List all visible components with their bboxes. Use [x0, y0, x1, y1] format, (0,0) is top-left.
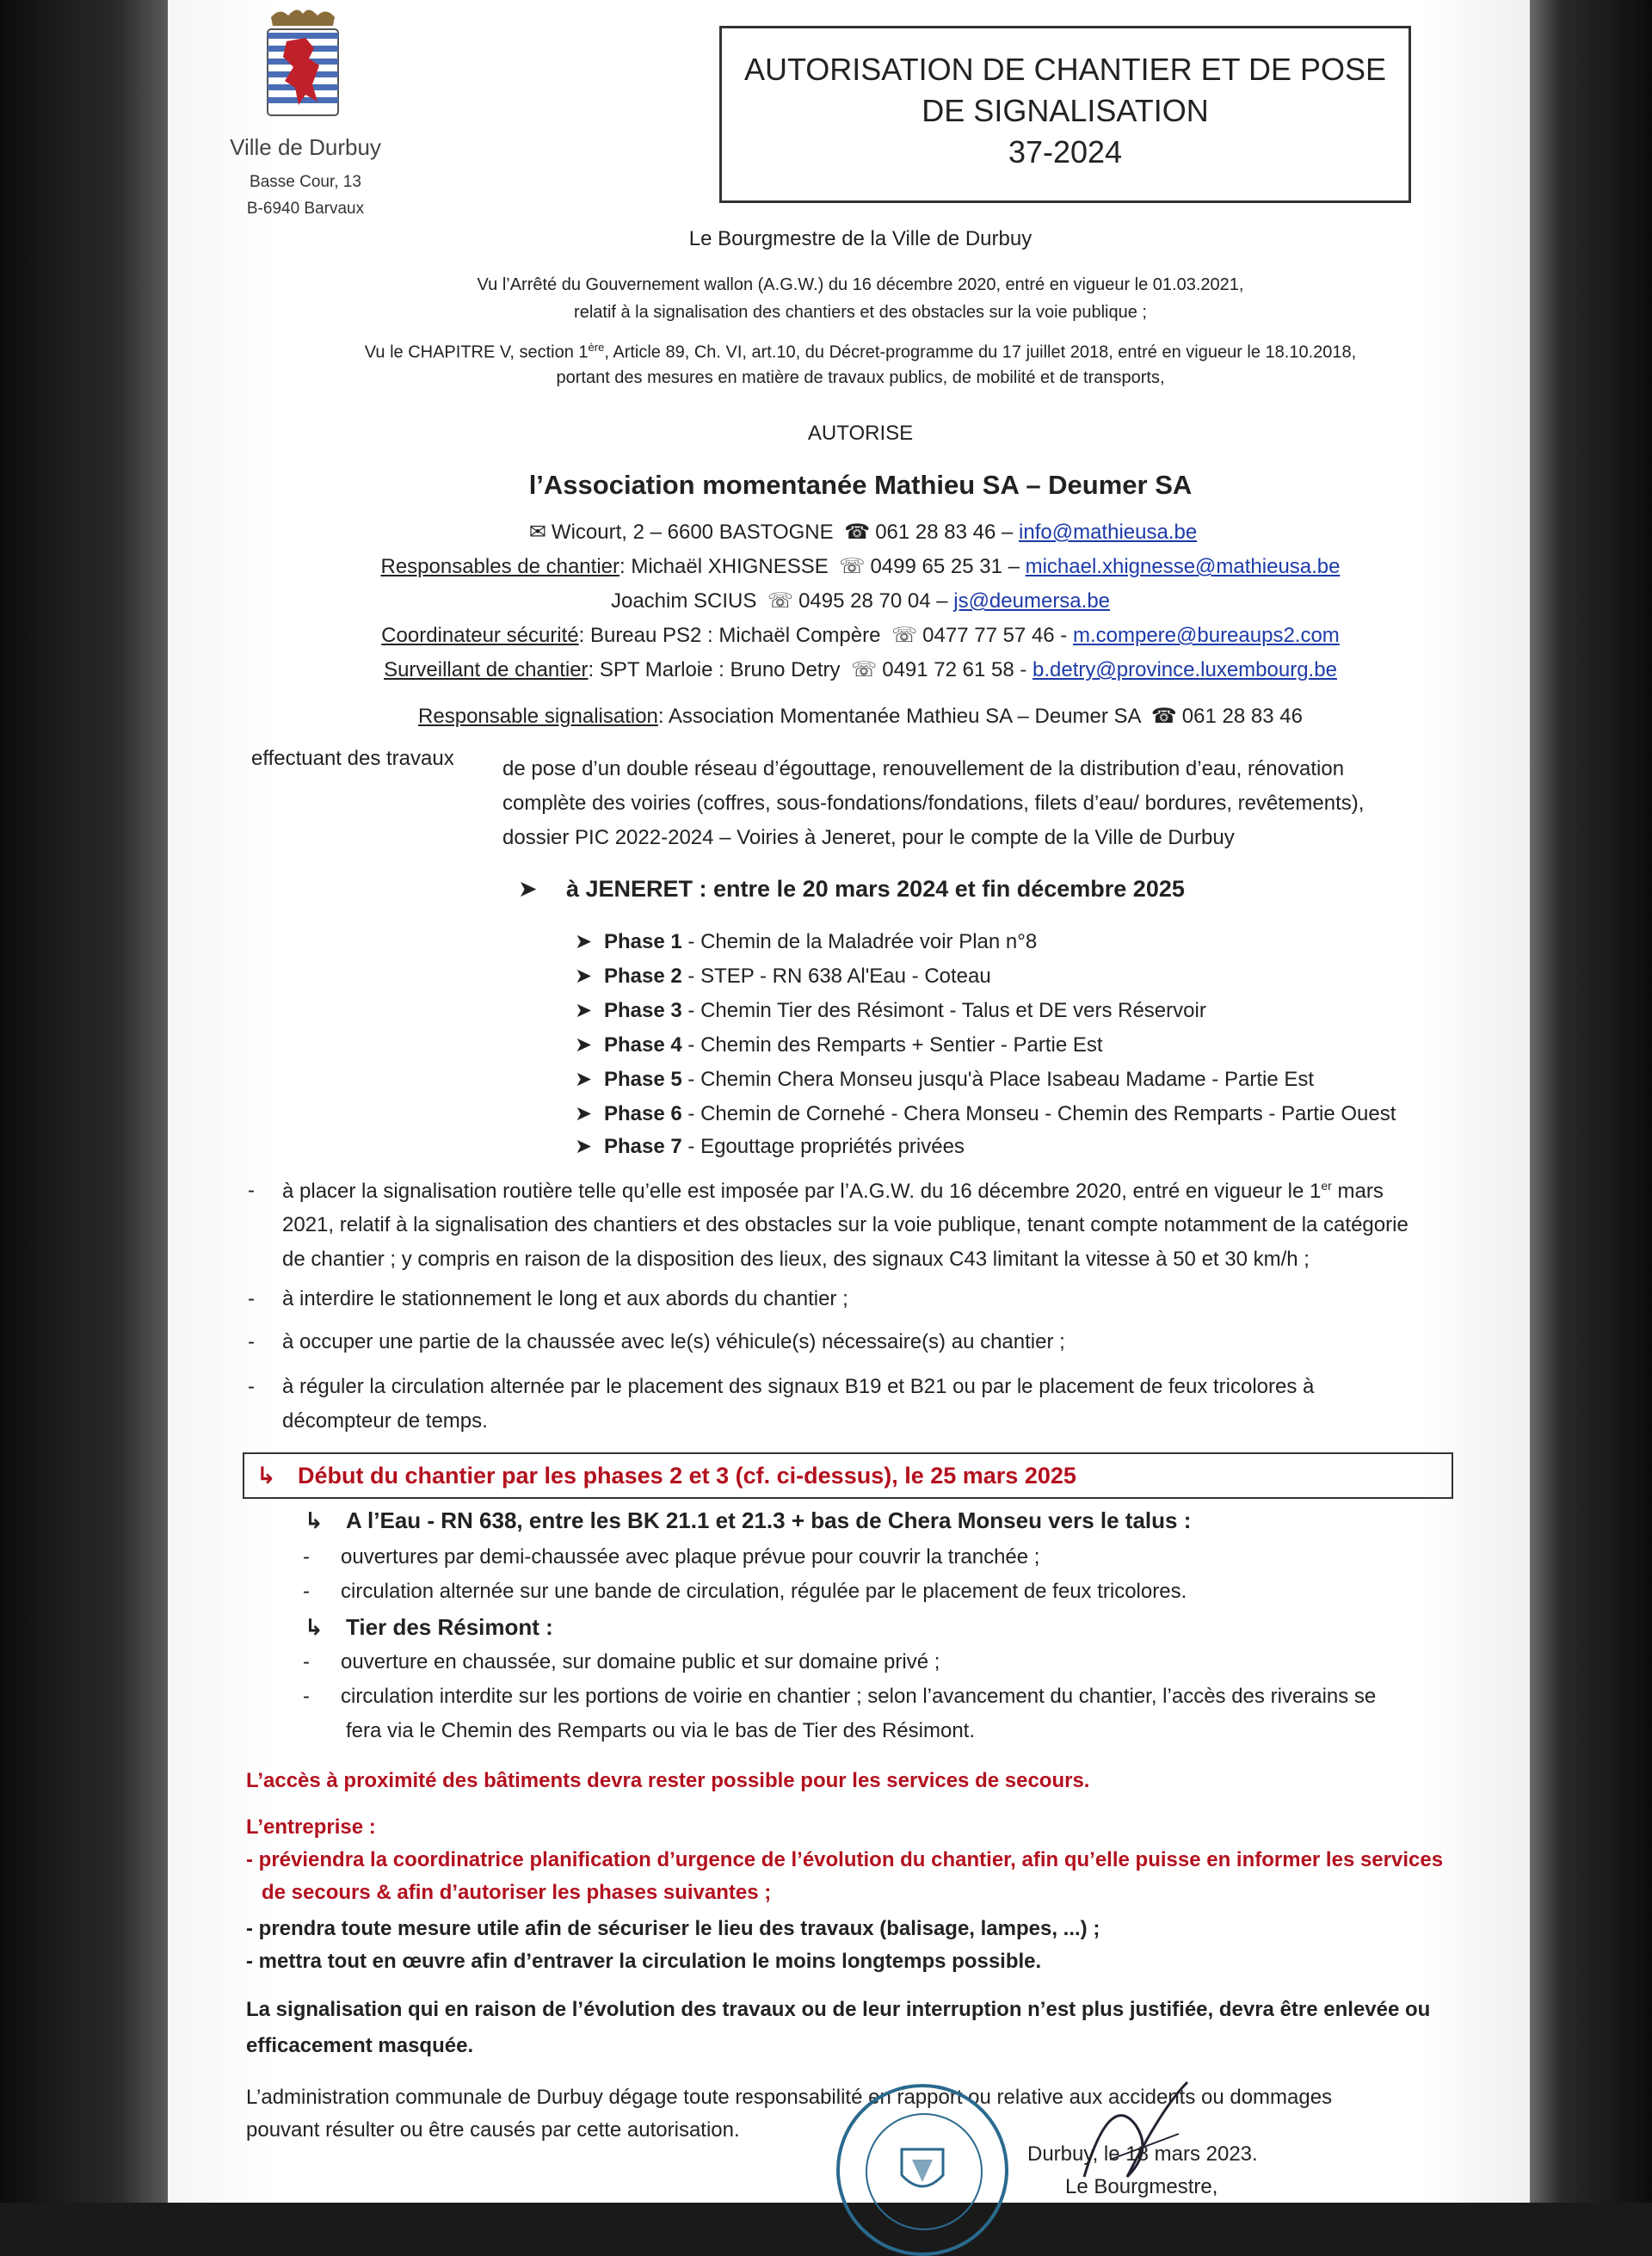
phase-label: Phase 3: [604, 999, 682, 1022]
phase-text: - Egouttage propriétés privées: [681, 1135, 965, 1158]
company-contact: [344, 520, 1377, 545]
arrowhead-bullet-icon: ➤: [518, 876, 538, 902]
coat-of-arms-icon: [261, 5, 345, 126]
phase-label: Phase 7: [604, 1135, 682, 1158]
title-box: [719, 26, 1411, 203]
turn-arrow-icon: ↳: [305, 1614, 324, 1640]
mobile-phone-icon: ☏: [767, 589, 794, 613]
sub2-bullet-1: [303, 1650, 940, 1674]
surveillant-row: [344, 657, 1377, 682]
dash-bullet-icon: -: [303, 1650, 310, 1674]
location-line: [518, 876, 1185, 903]
arrowhead-bullet-icon: ➤: [575, 930, 593, 953]
clause-1-text-b: mars: [1331, 1180, 1384, 1203]
obligation-3: - mettra tout en œuvre afin d’entraver la circulation le moins longtemps possible.: [246, 1950, 1042, 1973]
vu1-line-1: Vu l’Arrêté du Gouvernement wallon (A.G.W.) du 16 décembre 2020, entré en vigueur le 01.03.2021,: [477, 275, 1244, 294]
company-email-link[interactable]: info@mathieusa.be: [1019, 521, 1198, 544]
surveillant-label: Surveillant de chantier: [384, 658, 589, 681]
coordinator-label: Coordinateur sécurité: [381, 624, 579, 647]
town-name: Ville de Durbuy: [230, 134, 381, 160]
works-line-2: complète des voiries (coffres, sous-fondations/fondations, filets d’eau/ bordures, revêtements),: [502, 792, 1365, 815]
signatory-title: Le Bourgmestre,: [1065, 2175, 1218, 2198]
signal-removal-line-2: efficacement masquée.: [246, 2034, 474, 2057]
address-line-2: B-6940 Barvaux: [246, 200, 365, 218]
resp-chantier-row-1: [344, 554, 1377, 579]
phase-label: Phase 5: [604, 1068, 682, 1091]
liability-line-1: L’administration communale de Durbuy dégage toute responsabilité en rapport ou relative aux accidents ou dommages: [246, 2086, 1333, 2109]
phase-label: Phase 1: [604, 930, 682, 953]
clause-2: à interdire le stationnement le long et aux abords du chantier ;: [282, 1287, 848, 1310]
phase-text: - Chemin Tier des Résimont - Talus et DE vers Réservoir: [681, 999, 1206, 1022]
signature-date: Durbuy, le 18 mars 2023.: [1027, 2142, 1258, 2166]
liability-line-2: pouvant résulter ou être causés par cette autorisation.: [246, 2118, 740, 2142]
resp1-phone: 0499 65 25 31 –: [870, 555, 1020, 578]
arrowhead-bullet-icon: ➤: [575, 1068, 593, 1091]
sub1-title: [305, 1507, 1191, 1534]
start-box-text: [256, 1463, 1076, 1489]
sub2-title-text: Tier des Résimont :: [346, 1614, 553, 1640]
signalisation-name: : Association Momentanée Mathieu SA – Deumer SA: [657, 705, 1141, 728]
telephone-icon: ☎: [1150, 705, 1177, 728]
mobile-phone-icon: ☏: [839, 555, 866, 578]
clause-dash-icon: -: [248, 1287, 255, 1310]
autorise-heading: AUTORISE: [807, 422, 914, 445]
dash-bullet-icon: -: [303, 1545, 310, 1569]
arrowhead-bullet-icon: ➤: [575, 1135, 593, 1158]
arrowhead-bullet-icon: ➤: [575, 999, 593, 1022]
start-text: Début du chantier par les phases 2 et 3 (cf. ci-dessus), le 25 mars 2025: [298, 1463, 1076, 1489]
coordinator-email-link[interactable]: m.compere@bureaups2.com: [1072, 624, 1340, 647]
phase-item: [575, 998, 1206, 1023]
envelope-icon: ✉: [528, 521, 546, 544]
municipal-seal-stamp: [836, 2084, 1008, 2256]
seal-emblem-icon: [893, 2141, 952, 2199]
sub1-title-text: A l’Eau - RN 638, entre les BK 21.1 et 21.3 + bas de Chera Monseu vers le talus :: [346, 1507, 1192, 1533]
phase-item: [575, 929, 1037, 954]
arrowhead-bullet-icon: ➤: [575, 1033, 593, 1057]
sub1-bullet-2: [303, 1580, 1187, 1604]
vu2-text-b: , Article 89, Ch. VI, art.10, du Décret-programme du 17 juillet 2018, entré en vigueur le 18.10.2018,: [604, 342, 1357, 362]
works-line-1: de pose d’un double réseau d’égouttage, renouvellement de la distribution d’eau, rénovation: [502, 757, 1345, 780]
resp2-email-link[interactable]: js@deumersa.be: [953, 589, 1111, 613]
sub2-title: [305, 1614, 553, 1641]
mobile-phone-icon: ☏: [891, 624, 918, 647]
address-line-1: Basse Cour, 13: [250, 173, 361, 191]
sub1-bullet-1-text: ouvertures par demi-chaussée avec plaque prévue pour couvrir la tranchée ;: [341, 1545, 1040, 1569]
surveillant-email-link[interactable]: b.detry@province.luxembourg.be: [1032, 658, 1337, 681]
phase-text: - Chemin de Cornehé - Chera Monseu - Chemin des Remparts - Partie Ouest: [681, 1102, 1396, 1125]
turn-arrow-icon: ↳: [256, 1463, 276, 1489]
town-address: [206, 169, 404, 222]
works-label: effectuant des travaux: [251, 747, 454, 770]
resp1-name: : Michaël XHIGNESSE: [620, 555, 829, 578]
access-notice: L’accès à proximité des bâtiments devra rester possible pour les services de secours.: [246, 1769, 1090, 1792]
phase-item: [575, 1101, 1396, 1126]
company-phone: 061 28 83 46 –: [875, 521, 1014, 544]
vu2-line-2: portant des mesures en matière de travaux publics, de mobilité et de transports,: [556, 368, 1165, 387]
arrowhead-bullet-icon: ➤: [575, 965, 593, 988]
device-bezel-left: [0, 0, 168, 2203]
surveillant-name: : SPT Marloie : Bruno Detry: [588, 658, 841, 681]
authorization-number: 37-2024: [1008, 134, 1123, 170]
vu2-line-1: [344, 341, 1377, 363]
phase-item: [575, 1032, 1103, 1057]
telephone-icon: ☎: [844, 521, 871, 544]
mobile-phone-icon: ☏: [851, 658, 878, 681]
vu2-sup: ère: [588, 341, 605, 354]
sub2-bullet-2-text: circulation interdite sur les portions de voirie en chantier ; selon l’avancement du chantier, l’accès des riverains se: [341, 1685, 1377, 1708]
clause-4-line-1: à réguler la circulation alternée par le placement des signaux B19 et B21 ou par le placement de feux tricolores à: [282, 1375, 1315, 1398]
entreprise-heading: L’entreprise :: [246, 1815, 376, 1839]
phase-item: [575, 1134, 965, 1159]
company-address: Wicourt, 2 – 6600 BASTOGNE: [551, 521, 834, 544]
clause-dash-icon: -: [248, 1330, 255, 1353]
sub1-bullet-2-text: circulation alternée sur une bande de circulation, régulée par le placement de feux tricolores.: [341, 1580, 1187, 1603]
sub2-bullet-1-text: ouverture en chaussée, sur domaine public et sur domaine privé ;: [341, 1650, 940, 1674]
clause-4-line-2: décompteur de temps.: [282, 1409, 488, 1433]
clause-1-line-1: [282, 1179, 1384, 1204]
clause-1-line-3: de chantier ; y compris en raison de la disposition des lieux, des signaux C43 limitant la vitesse à 50 et 30 km/h ;: [282, 1248, 1310, 1271]
sub1-bullet-1: [303, 1545, 1039, 1569]
sub2-bullet-2-line-2: fera via le Chemin des Remparts ou via le bas de Tier des Résimont.: [346, 1719, 976, 1742]
coordinator-row: [344, 623, 1377, 648]
clause-3: à occuper une partie de la chaussée avec le(s) véhicule(s) nécessaire(s) au chantier ;: [282, 1330, 1065, 1353]
arrowhead-bullet-icon: ➤: [575, 1102, 593, 1125]
phase-text: - STEP - RN 638 Al'Eau - Coteau: [681, 965, 991, 988]
issuer: Le Bourgmestre de la Ville de Durbuy: [688, 227, 1032, 250]
clause-dash-icon: -: [248, 1375, 255, 1398]
phase-text: - Chemin de la Maladrée voir Plan n°8: [681, 930, 1038, 953]
company-name: l’Association momentanée Mathieu SA – Deumer SA: [528, 470, 1193, 500]
signal-removal-line-1: La signalisation qui en raison de l’évolution des travaux ou de leur interruption n’est plus justifiée, devra être enlevée ou: [246, 1998, 1431, 2021]
works-line-3: dossier PIC 2022-2024 – Voiries à Jeneret, pour le compte de la Ville de Durbuy: [502, 826, 1235, 849]
phase-text: - Chemin des Remparts + Sentier - Partie Est: [681, 1033, 1103, 1057]
clause-dash-icon: -: [248, 1179, 255, 1202]
resp1-email-link[interactable]: michael.xhignesse@mathieusa.be: [1025, 555, 1341, 578]
title-line-2: DE SIGNALISATION: [922, 93, 1209, 128]
signalisation-phone: 061 28 83 46: [1181, 705, 1303, 728]
location-text: à JENERET : entre le 20 mars 2024 et fin décembre 2025: [566, 876, 1185, 902]
obligation-2: - prendra toute mesure utile afin de sécuriser le lieu des travaux (balisage, lampes, ...) ;: [246, 1917, 1100, 1940]
obligation-1-line-2: de secours & afin d’autoriser les phases suivantes ;: [262, 1881, 772, 1904]
resp2-phone: 0495 28 70 04 –: [798, 589, 948, 613]
signalisation-row: [344, 704, 1377, 729]
dash-bullet-icon: -: [303, 1580, 310, 1603]
title-line-1: AUTORISATION DE CHANTIER ET DE POSE: [743, 52, 1387, 87]
resp2-name: Joachim SCIUS: [610, 589, 757, 613]
phase-label: Phase 2: [604, 965, 682, 988]
turn-arrow-icon: ↳: [305, 1507, 324, 1533]
resp-chantier-row-2: [344, 589, 1377, 613]
clause-1-text-a: à placer la signalisation routière telle qu’elle est imposée par l’A.G.W. du 16 décembre 2020, entré en vigueur le 1: [282, 1180, 1322, 1203]
clause-1-line-2: 2021, relatif à la signalisation des chantiers et des obstacles sur la voie publique, tenant compte notamment de la catégorie: [282, 1213, 1409, 1236]
vu2-text-a: Vu le CHAPITRE V, section 1: [364, 342, 589, 362]
signalisation-label: Responsable signalisation: [418, 705, 658, 728]
phase-label: Phase 4: [604, 1033, 682, 1057]
sub2-bullet-2: [303, 1685, 1376, 1709]
phase-item: [575, 964, 991, 989]
coordinator-phone: 0477 77 57 46 -: [922, 624, 1068, 647]
obligation-1-line-1: - préviendra la coordinatrice planification d’urgence de l’évolution du chantier, afin qu’elle puisse en informer les services: [246, 1848, 1444, 1871]
coordinator-name: : Bureau PS2 : Michaël Compère: [578, 624, 881, 647]
phase-text: - Chemin Chera Monseu jusqu'à Place Isabeau Madame - Partie Est: [681, 1068, 1315, 1091]
device-bezel-right: [1530, 0, 1652, 2203]
resp-chantier-label: Responsables de chantier: [380, 555, 620, 578]
dash-bullet-icon: -: [303, 1685, 310, 1708]
clause-1-sup: er: [1321, 1179, 1332, 1193]
phase-label: Phase 6: [604, 1102, 682, 1125]
surveillant-phone: 0491 72 61 58 -: [882, 658, 1027, 681]
phase-item: [575, 1067, 1314, 1092]
vu1-line-2: relatif à la signalisation des chantiers et des obstacles sur la voie publique ;: [574, 303, 1147, 322]
